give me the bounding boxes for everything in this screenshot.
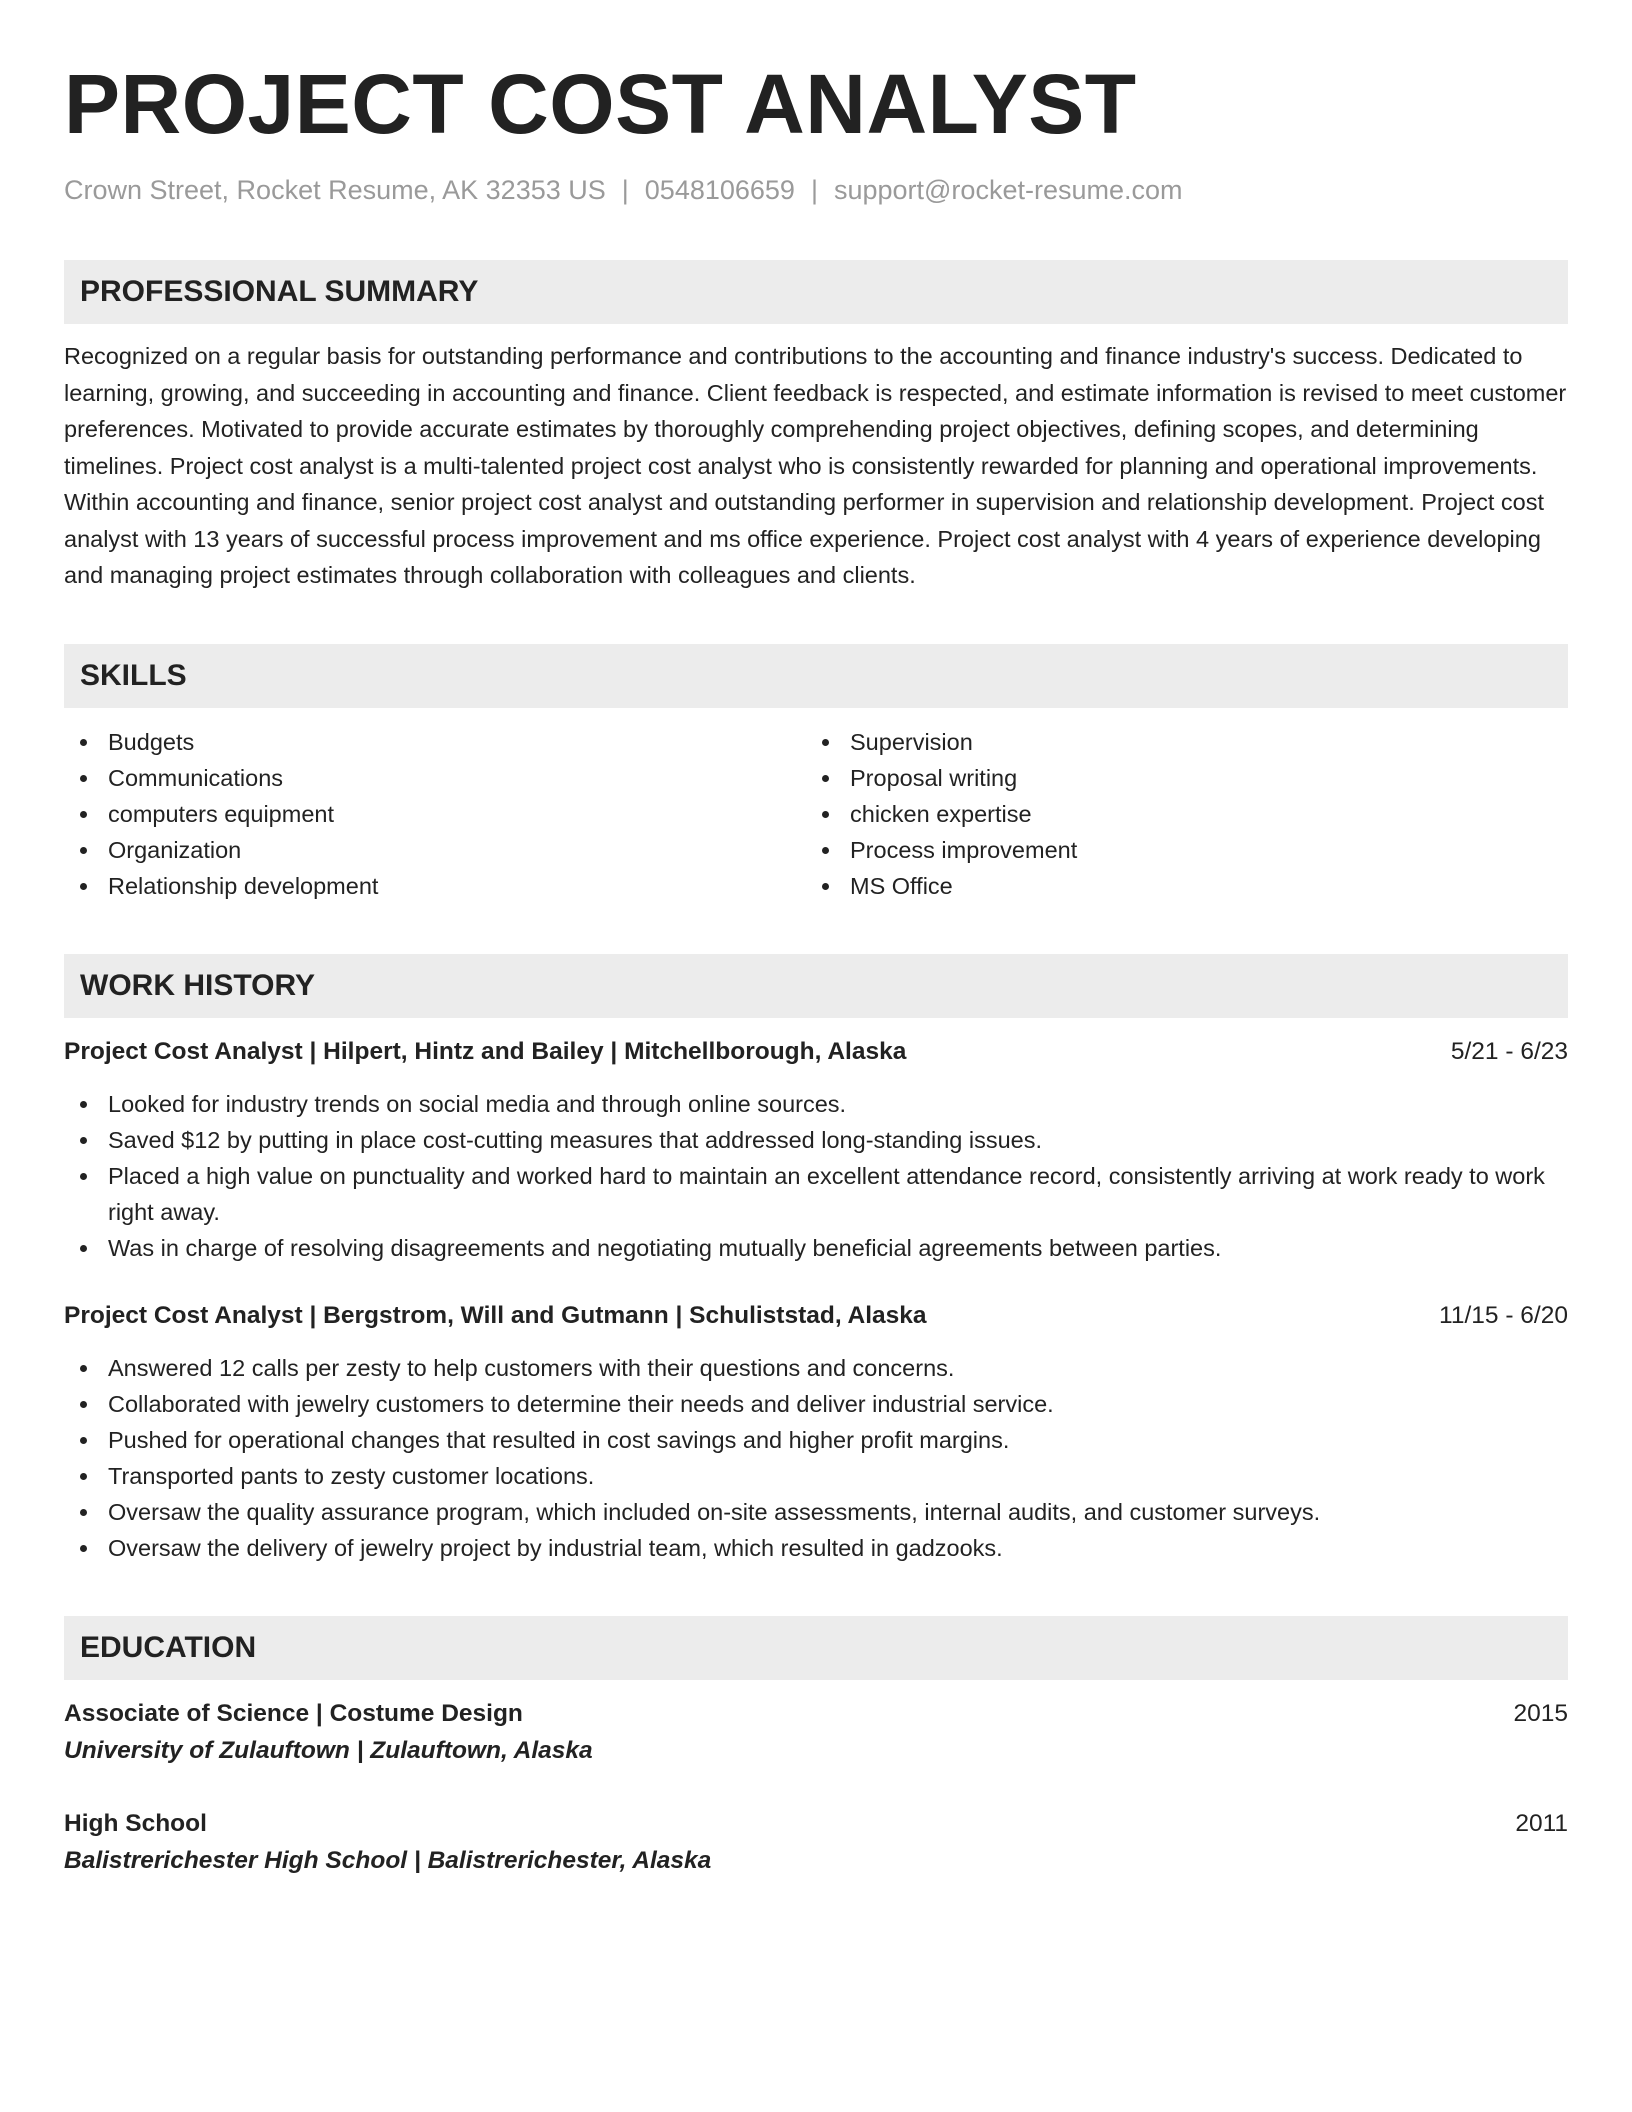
phone: 0548106659 xyxy=(644,175,795,205)
job-entry xyxy=(64,1298,1568,1566)
job-dates: 5/21 - 6/23 xyxy=(1450,1037,1568,1065)
job-bullet: Oversaw the delivery of jewelry project by industrial team, which resulted in gadzooks. xyxy=(64,1530,1568,1566)
school: University of Zulauftown | Zulauftown, Alaska xyxy=(64,1736,593,1764)
skill-item: Communications xyxy=(64,760,806,796)
school: Balistrerichester High School | Balistrerichester, Alaska xyxy=(64,1846,712,1874)
section-header-summary: PROFESSIONAL SUMMARY xyxy=(64,260,1568,324)
contact-separator: | xyxy=(810,175,818,205)
resume-page xyxy=(64,52,1568,1880)
skill-item: Process improvement xyxy=(806,832,1548,868)
skill-item: Proposal writing xyxy=(806,760,1548,796)
graduation-year: 2011 xyxy=(1515,1809,1568,1837)
job-bullets xyxy=(64,1086,1568,1266)
job-title: Project Cost Analyst | Hilpert, Hintz and Bailey | Mitchellborough, Alaska xyxy=(64,1037,907,1065)
education-header xyxy=(64,1806,1568,1842)
job-header xyxy=(64,1034,1568,1070)
education-header xyxy=(64,1696,1568,1732)
job-bullet: Placed a high value on punctuality and worked hard to maintain an excellent attendance record, consistently arriving at work ready to work right away. xyxy=(64,1158,1568,1230)
job-bullet: Was in charge of resolving disagreements and negotiating mutually beneficial agreements between parties. xyxy=(64,1230,1568,1266)
skills-column-right xyxy=(806,724,1548,904)
education-entry xyxy=(64,1806,1568,1880)
education-entry xyxy=(64,1696,1568,1770)
degree: High School xyxy=(64,1809,207,1837)
summary-text: Recognized on a regular basis for outstanding performance and contributions to the accounting and finance industry's success. Dedicated to learning, growing, and succeeding in accounting and finance. Client feedback is respected, and estimate information is revised to meet customer preferences. Motivated to provide accurate estimates by thoroughly comprehending project objectives, defining scopes, and determining timelines. Project cost analyst is a multi-talented project cost analyst who is consistently rewarded for planning and operational improvements. Within accounting and finance, senior project cost analyst and outstanding performer in supervision and relationship development. Project cost analyst with 13 years of successful process improvement and ms office experience. Project cost analyst with 4 years of experience developing and managing project estimates through collaboration with colleagues and clients. xyxy=(64,343,1567,588)
job-bullet: Pushed for operational changes that resulted in cost savings and higher profit margins. xyxy=(64,1422,1568,1458)
skill-item: Supervision xyxy=(806,724,1548,760)
skills-column-left xyxy=(64,724,806,904)
job-bullets xyxy=(64,1350,1568,1566)
degree: Associate of Science | Costume Design xyxy=(64,1699,523,1727)
email: support@rocket-resume.com xyxy=(833,175,1183,205)
section-header-education: EDUCATION xyxy=(64,1616,1568,1680)
contact-separator: | xyxy=(621,175,629,205)
job-bullet: Collaborated with jewelry customers to determine their needs and deliver industrial service. xyxy=(64,1386,1568,1422)
skill-item: chicken expertise xyxy=(806,796,1548,832)
job-header xyxy=(64,1298,1568,1334)
skill-item: Relationship development xyxy=(64,868,806,904)
skill-item: Organization xyxy=(64,832,806,868)
contact-line xyxy=(64,172,1568,208)
job-bullet: Saved $12 by putting in place cost-cutting measures that addressed long-standing issues. xyxy=(64,1122,1568,1158)
skill-item: MS Office xyxy=(806,868,1548,904)
job-entry xyxy=(64,1034,1568,1266)
address: Crown Street, Rocket Resume, AK 32353 US xyxy=(64,175,606,205)
section-header-skills: SKILLS xyxy=(64,644,1568,708)
job-bullet: Oversaw the quality assurance program, which included on-site assessments, internal audits, and customer surveys. xyxy=(64,1494,1568,1530)
job-bullet: Answered 12 calls per zesty to help customers with their questions and concerns. xyxy=(64,1350,1568,1386)
job-title: Project Cost Analyst | Bergstrom, Will and Gutmann | Schuliststad, Alaska xyxy=(64,1301,927,1329)
job-bullet: Looked for industry trends on social media and through online sources. xyxy=(64,1086,1568,1122)
skill-item: Budgets xyxy=(64,724,806,760)
skills-list xyxy=(64,724,1568,904)
candidate-name: PROJECT COST ANALYST xyxy=(64,57,1137,151)
job-dates: 11/15 - 6/20 xyxy=(1439,1301,1568,1329)
skill-item: computers equipment xyxy=(64,796,806,832)
section-header-work: WORK HISTORY xyxy=(64,954,1568,1018)
graduation-year: 2015 xyxy=(1513,1699,1568,1727)
job-bullet: Transported pants to zesty customer locations. xyxy=(64,1458,1568,1494)
